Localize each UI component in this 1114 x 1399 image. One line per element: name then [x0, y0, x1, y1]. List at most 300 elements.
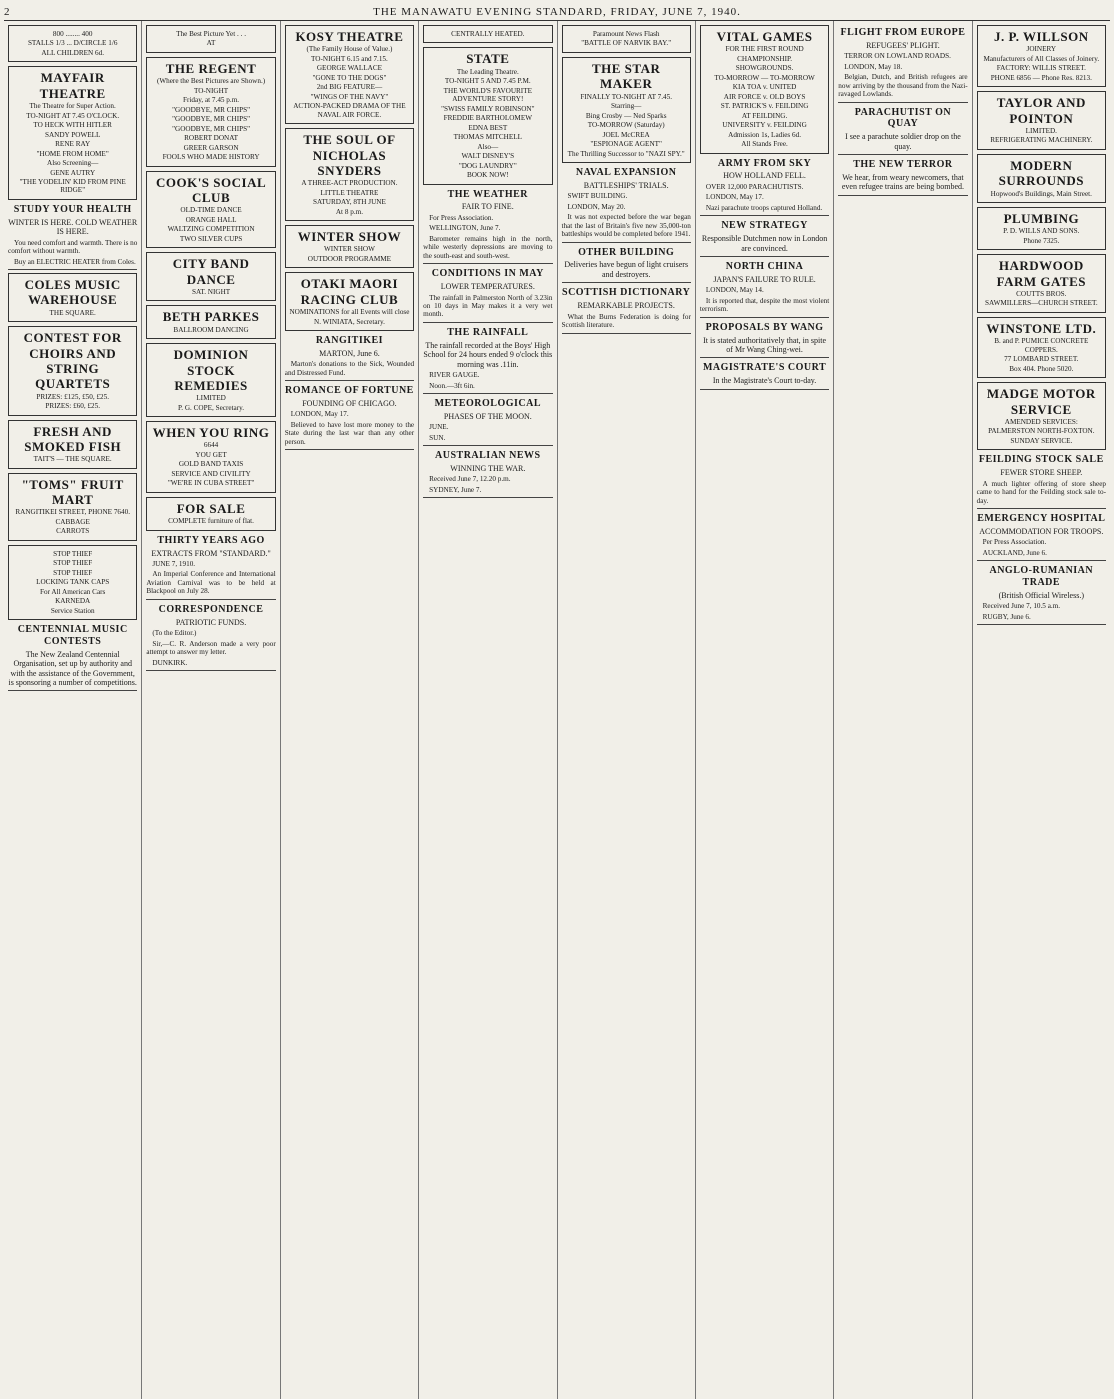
ad-line: ORANGE HALL: [185, 215, 237, 224]
story-subhead: JAPAN'S FAILURE TO RULE.: [713, 274, 816, 284]
ad-line: TO-MORROW (Saturday): [587, 121, 665, 130]
ad-line: SANDY POWELL: [44, 130, 101, 139]
divider: [838, 154, 967, 155]
column-7: [834, 21, 972, 1399]
divider: [423, 393, 552, 394]
story-subhead: WINNING THE WAR.: [450, 464, 526, 474]
ad-line: "SWISS FAMILY ROBINSON": [441, 104, 535, 113]
column-1: [4, 21, 142, 1399]
ad-line: Also Screening—: [47, 159, 99, 168]
advertisement: [146, 171, 275, 249]
ad-line: GREER GARSON: [183, 143, 239, 152]
news-story: [977, 454, 1106, 505]
advertisement: [8, 473, 137, 541]
story-subhead: FEWER STORE SHEEP.: [1000, 468, 1083, 478]
ad-line: "GOODBYE, MR CHIPS": [172, 105, 251, 114]
story-headline: THIRTY YEARS AGO: [157, 534, 265, 546]
divider: [700, 357, 829, 358]
story-paragraph: RIVER GAUGE.: [429, 371, 480, 380]
advertisement: [977, 317, 1106, 378]
story-paragraph: JUNE 7, 1910.: [152, 559, 196, 568]
ad-line: CENTRALLY HEATED.: [451, 30, 525, 38]
advertisement: [285, 128, 414, 221]
ad-line: 77 LOMBARD STREET.: [1004, 355, 1079, 364]
story-headline: ANGLO-RUMANIAN TRADE: [989, 565, 1094, 589]
ad-line: CARROTS: [56, 527, 90, 536]
advertisement: [285, 272, 414, 331]
divider: [285, 449, 414, 450]
ad-line: STOP THIEF: [53, 559, 93, 568]
ad-line: TO-MORROW — TO-MORROW: [714, 73, 815, 82]
page-number: 2: [4, 6, 11, 18]
ad-line: "DOG LAUNDRY": [458, 161, 517, 170]
ad-line: RENE RAY: [55, 140, 91, 149]
story-headline: AUSTRALIAN NEWS: [435, 450, 541, 462]
story-headline: THE NEW TERROR: [853, 159, 953, 171]
story-headline: ARMY FROM SKY: [717, 157, 812, 169]
story-paragraph: SWIFT BUILDING.: [567, 192, 628, 201]
divider: [562, 282, 691, 283]
ad-line: LITTLE THEATRE: [320, 188, 379, 197]
ad-line: The Leading Theatre.: [456, 67, 519, 76]
story-paragraph: Belgian, Dutch, and British refugees are now arriving by the thousand from the Nazi-ravaged Lowlands.: [838, 73, 968, 99]
ad-line: FACTORY: WILLIS STREET.: [996, 64, 1086, 73]
story-subhead: The rainfall recorded at the Boys' High School for 24 hours ended 9 o'clock this morning was .11in.: [423, 340, 553, 369]
ad-line: SERVICE AND CIVILITY: [171, 469, 251, 478]
story-paragraph: WELLINGTON, June 7.: [429, 224, 501, 233]
ad-line: FREDDIE BARTHOLOMEW: [443, 114, 533, 123]
story-subhead: HOW HOLLAND FELL.: [723, 171, 806, 181]
ad-line: THOMAS MITCHELL: [453, 133, 523, 142]
ad-line: ACTION-PACKED DRAMA OF THE NAVAL AIR FORCE.: [293, 102, 406, 119]
advertisement: [700, 25, 829, 154]
story-headline: METEOROLOGICAL: [434, 398, 542, 410]
story-subhead: REFUGEES' PLIGHT.: [866, 40, 940, 50]
ad-title: THE STAR MAKER: [591, 60, 661, 92]
column-6: [696, 21, 834, 1399]
ad-line: PALMERSTON NORTH-FOXTON.: [988, 427, 1095, 436]
ad-line: KARNEDA: [55, 597, 91, 606]
story-subhead: The New Zealand Centennial Organisation, set up by authority and with the assistance of the Government, is sponsoring a number of competitions.: [8, 649, 137, 688]
ad-line: NOMINATIONS for all Events will close: [289, 308, 410, 317]
divider: [562, 333, 691, 334]
ad-line: LIMITED: [196, 394, 226, 403]
ad-line: WINTER SHOW: [323, 245, 375, 254]
divider: [977, 508, 1106, 509]
advertisement: [285, 225, 414, 268]
advertisement: [146, 343, 275, 417]
advertisement: [146, 57, 275, 167]
ad-line: B. and P. PUMICE CONCRETE COPPERS.: [994, 337, 1089, 354]
column-4: [419, 21, 557, 1399]
story-paragraph: OVER 12,000 PARACHUTISTS.: [705, 182, 804, 191]
ad-line: The Thrilling Successor to "NAZI SPY.": [567, 149, 685, 158]
story-paragraph: What the Burns Federation is doing for Scottish literature.: [561, 312, 691, 330]
divider: [8, 269, 137, 270]
ad-line: 800 ........ 400: [52, 30, 93, 38]
news-story: [423, 450, 552, 494]
news-story: [562, 247, 691, 280]
advertisement: [146, 497, 275, 531]
ad-line: AT FEILDING.: [741, 111, 788, 120]
story-headline: NORTH CHINA: [725, 261, 804, 273]
news-story: [838, 107, 967, 151]
story-paragraph: An Imperial Conference and International Aviation Carnival was to be held at Blackpool on July 28.: [146, 570, 276, 596]
advertisement: [8, 66, 137, 200]
advertisement: [146, 252, 275, 301]
story-paragraph: Buy an ELECTRIC HEATER from Coles.: [14, 257, 136, 266]
story-headline: PROPOSALS BY WANG: [705, 321, 824, 333]
story-headline: FLIGHT FROM EUROPE: [840, 27, 966, 38]
story-paragraph: Barometer remains high in the north, while westerly depressions are moving to the south-east and south-west.: [423, 234, 553, 260]
ad-line: FOOLS WHO MADE HISTORY: [162, 153, 260, 162]
story-paragraph: For Press Association.: [429, 213, 494, 222]
ad-line: YOU GET: [195, 450, 227, 459]
divider: [423, 445, 552, 446]
advertisement: [562, 57, 691, 163]
ad-line: Phone 7325.: [1023, 236, 1060, 245]
ad-title: COLES MUSIC WAREHOUSE: [24, 277, 121, 308]
ad-line: TAIT'S — THE SQUARE.: [33, 455, 112, 464]
ad-title: KOSY THEATRE: [295, 29, 404, 44]
ad-line: "ESPIONAGE AGENT": [590, 140, 662, 149]
news-story: [700, 362, 829, 385]
story-subhead: WINTER IS HERE. COLD WEATHER IS HERE.: [8, 217, 138, 237]
story-paragraph: (To the Editor.): [152, 629, 197, 638]
story-headline: THE RAINFALL: [447, 326, 529, 338]
ad-line: PRIZES: £60, £25.: [45, 402, 101, 411]
news-story: [977, 513, 1106, 557]
ad-line: JOEL McCREA: [602, 130, 650, 139]
story-headline: MAGISTRATE'S COURT: [702, 362, 827, 374]
ad-title: FRESH AND SMOKED FISH: [24, 423, 122, 454]
advertisement: [8, 273, 137, 322]
story-paragraph: Sir,—C. R. Anderson made a very poor attempt to answer my letter.: [146, 639, 276, 657]
ad-title: FOR SALE: [176, 500, 246, 516]
ad-line: For All American Cars: [40, 587, 106, 596]
ad-title: TAYLOR AND POINTON: [996, 95, 1086, 126]
ad-title: THE REGENT: [165, 60, 257, 76]
news-story: [562, 167, 691, 239]
advertisement: [8, 25, 137, 62]
ad-line: SUNDAY SERVICE.: [1010, 436, 1073, 445]
story-paragraph: Nazi parachute troops captured Holland.: [705, 203, 823, 212]
ad-title: WHEN YOU RING: [152, 425, 270, 441]
ad-line: TO HECK WITH HITLER: [33, 121, 112, 130]
divider: [700, 317, 829, 318]
story-subhead: FAIR TO FINE.: [461, 202, 514, 212]
story-subhead: EXTRACTS FROM "STANDARD.": [151, 548, 271, 558]
ad-line: 2nd BIG FEATURE—: [316, 83, 383, 92]
ad-title: DOMINION STOCK REMEDIES: [173, 347, 249, 393]
ad-line: JOINERY: [1026, 45, 1057, 54]
ad-line: Box 404. Phone 5020.: [1009, 364, 1074, 373]
story-paragraph: AUCKLAND, June 6.: [982, 548, 1047, 557]
story-paragraph: Per Press Association.: [982, 538, 1047, 547]
divider: [423, 263, 552, 264]
story-subhead: PHASES OF THE MOON.: [443, 411, 532, 421]
advertisement: [977, 91, 1106, 150]
ad-line: UNIVERSITY v. FEILDING: [722, 121, 807, 130]
story-paragraph: DUNKIRK.: [152, 658, 188, 667]
ad-line: GOLD BAND TAXIS: [178, 460, 244, 469]
advertisement: [977, 254, 1106, 313]
story-paragraph: RUGBY, June 6.: [982, 612, 1031, 621]
ad-line: P. G. COPE, Secretary.: [178, 403, 245, 412]
divider: [977, 560, 1106, 561]
story-subhead: FOUNDING OF CHICAGO.: [302, 399, 397, 409]
advertisement: [977, 25, 1106, 87]
news-story: [700, 220, 829, 253]
ad-line: "WE'RE IN CUBA STREET": [167, 479, 255, 488]
ad-line: Admission 1s, Ladies 6d.: [728, 130, 801, 139]
ad-line: 6644: [203, 441, 219, 450]
ad-line: SAWMILLERS—CHURCH STREET.: [984, 299, 1098, 308]
ad-line: AIR FORCE v. OLD BOYS: [723, 92, 806, 101]
story-paragraph: LONDON, May 18.: [844, 62, 903, 71]
story-subhead: In the Magistrate's Court to-day.: [712, 376, 817, 386]
ad-line: CHAMPIONSHIP.: [737, 54, 793, 63]
ad-line: "HOME FROM HOME": [36, 149, 109, 158]
column-8: [973, 21, 1110, 1399]
story-subhead: MARTON, June 6.: [319, 348, 380, 358]
advertisement: [977, 382, 1106, 450]
news-story: [423, 398, 552, 442]
ad-line: SHOWGROUNDS.: [735, 64, 794, 73]
story-subhead: ACCOMMODATION FOR TROOPS.: [979, 526, 1104, 536]
story-headline: PARACHUTIST ON QUAY: [854, 106, 952, 130]
story-paragraph: Believed to have lost more money to the State during the last war than any other person.: [284, 420, 415, 446]
story-headline: SCOTTISH DICTIONARY: [562, 287, 691, 299]
advertisement: [423, 25, 552, 43]
news-story: [146, 535, 275, 596]
ad-line: At 8 p.m.: [335, 207, 364, 216]
ad-line: THE SQUARE.: [49, 308, 96, 317]
story-subhead: (British Official Wireless.): [998, 590, 1084, 600]
ad-line: FINALLY TO-NIGHT AT 7.45.: [580, 92, 673, 101]
masthead: [4, 4, 1110, 21]
divider: [423, 497, 552, 498]
ad-line: BOOK NOW!: [466, 171, 509, 180]
story-paragraph: You need comfort and warmth. There is no comfort without warmth.: [8, 238, 138, 256]
ad-line: "GOODBYE, MR CHIPS": [172, 124, 251, 133]
ad-title: MODERN SURROUNDS: [998, 157, 1085, 189]
news-story: [700, 322, 829, 355]
ad-line: Hopwood's Buildings, Main Street.: [990, 189, 1092, 198]
news-story: [285, 385, 414, 446]
divider: [700, 215, 829, 216]
news-story: [146, 604, 275, 667]
divider: [562, 242, 691, 243]
column-2: [142, 21, 280, 1399]
news-story: [977, 565, 1106, 621]
ad-line: REFRIGERATING MACHINERY.: [990, 136, 1093, 145]
ad-line: PRIZES: £125, £50, £25.: [36, 392, 110, 401]
ad-line: WALTZING COMPETITION: [167, 225, 255, 234]
story-headline: CORRESPONDENCE: [158, 603, 264, 615]
story-subhead: PATRIOTIC FUNDS.: [175, 617, 247, 627]
ad-title: COOK'S SOCIAL CLUB: [155, 174, 267, 205]
ad-line: The Theatre for Super Action.: [29, 102, 116, 111]
ad-title: CONTEST FOR CHOIRS AND STRING QUARTETS: [23, 330, 122, 392]
ad-line: TO-NIGHT AT 7.45 O'CLOCK.: [26, 111, 120, 120]
ad-line: All Stands Free.: [741, 140, 788, 149]
ad-title: BETH PARKES: [162, 309, 260, 325]
ad-line: PHONE 6856 — Phone Res. 8213.: [990, 73, 1092, 82]
story-subhead: BATTLESHIPS' TRIALS.: [583, 180, 669, 190]
story-subhead: LOWER TEMPERATURES.: [440, 282, 535, 292]
divider: [423, 322, 552, 323]
ad-title: CITY BAND DANCE: [172, 256, 250, 287]
ad-line: STALLS 1/3 ... D/CIRCLE 1/6: [27, 39, 118, 48]
divider: [146, 599, 275, 600]
story-paragraph: TERROR ON LOWLAND ROADS.: [844, 52, 951, 61]
story-subhead: It is stated authoritatively that, in spite of Mr Wang Ching-wei.: [703, 335, 826, 354]
story-headline: EMERGENCY HOSPITAL: [977, 513, 1106, 525]
story-headline: FEILDING STOCK SALE: [978, 454, 1104, 466]
ad-line: ROBERT DONAT: [184, 134, 239, 143]
advertisement: [146, 25, 275, 53]
story-headline: NEW STRATEGY: [721, 220, 808, 232]
story-paragraph: Received June 7, 12.20 p.m.: [429, 475, 511, 484]
ad-line: The Best Picture Yet . . .: [176, 30, 246, 38]
news-story: [562, 287, 691, 329]
advertisement: [8, 326, 137, 415]
divider: [146, 670, 275, 671]
story-paragraph: Noon.—3ft 6in.: [429, 381, 475, 390]
ad-line: (The Family House of Value.): [306, 45, 393, 54]
divider: [8, 690, 137, 691]
advertisement: [977, 207, 1106, 250]
news-story: [838, 159, 967, 192]
column-5: [558, 21, 696, 1399]
ad-line: (Where the Best Pictures are Shown.): [156, 77, 266, 86]
ad-title: MADGE MOTOR SERVICE: [986, 386, 1096, 417]
ad-line: THE WORLD'S FAVOURITE ADVENTURE STORY!: [443, 86, 532, 104]
ad-line: COMPLETE furniture of flat.: [168, 517, 254, 526]
ad-line: CABBAGE: [55, 517, 90, 526]
divider: [700, 256, 829, 257]
advertisement: [8, 545, 137, 620]
ad-line: GENE AUTRY: [50, 168, 96, 177]
news-story: [700, 158, 829, 213]
ad-line: ALL CHILDREN 6d.: [41, 48, 104, 57]
advertisement: [146, 305, 275, 339]
columns: [4, 21, 1110, 1399]
ad-line: OUTDOOR PROGRAMME: [307, 254, 392, 263]
ad-title: THE SOUL OF NICHOLAS SNYDERS: [303, 132, 396, 178]
ad-line: "WINGS OF THE NAVY": [310, 92, 389, 101]
ad-title: OTAKI MAORI RACING CLUB: [300, 276, 399, 307]
ad-title: STATE: [466, 51, 510, 67]
ad-line: KIA TOA v. UNITED: [732, 83, 797, 92]
story-paragraph: SUN.: [429, 433, 446, 442]
story-subhead: REMARKABLE PROJECTS.: [577, 301, 675, 311]
advertisement: [8, 420, 137, 469]
ad-line: STOP THIEF: [53, 549, 93, 558]
story-paragraph: JUNE.: [429, 423, 449, 432]
news-story: [423, 327, 552, 390]
story-paragraph: Received June 7, 10.5 a.m.: [982, 602, 1061, 611]
story-paragraph: It was not expected before the war began that the last of Britain's five new 35,000-ton battleships would be completed before 1941.: [561, 213, 691, 239]
divider: [838, 102, 967, 103]
ad-title: J. P. WILLSON: [993, 29, 1089, 44]
ad-line: LOCKING TANK CAPS: [36, 578, 110, 587]
news-story: [700, 261, 829, 314]
story-headline: ROMANCE OF FORTUNE: [285, 385, 414, 397]
ad-line: STOP THIEF: [53, 568, 93, 577]
ad-line: Starring—: [611, 102, 642, 111]
news-story: [423, 189, 552, 261]
advertisement: [146, 421, 275, 493]
story-paragraph: It is reported that, despite the most violent terrorism.: [699, 296, 830, 314]
story-subhead: Responsible Dutchmen now in London are convinced.: [701, 234, 828, 253]
ad-line: COUTTS BROS.: [1016, 289, 1067, 298]
ad-line: WALT DISNEY'S: [461, 152, 515, 161]
divider: [838, 195, 967, 196]
ad-line: Manufacturers of All Classes of Joinery.: [983, 54, 1100, 63]
advertisement: [423, 47, 552, 184]
ad-line: AT: [206, 39, 216, 48]
news-story: [285, 335, 414, 377]
story-paragraph: LONDON, May 17.: [705, 193, 764, 202]
ad-line: Service Station: [50, 606, 95, 615]
masthead-title: THE MANAWATU EVENING STANDARD, FRIDAY, JUNE 7, 1940.: [373, 6, 741, 18]
news-story: [423, 268, 552, 319]
ad-line: N. WINIATA, Secretary.: [314, 317, 385, 326]
ad-line: ST. PATRICK'S v. FEILDING: [720, 102, 809, 111]
news-story: [8, 624, 137, 687]
story-paragraph: A much lighter offering of store sheep came to hand for the Feilding stock sale to-day.: [976, 479, 1106, 505]
ad-line: RANGITIKEI STREET, PHONE 7640.: [15, 508, 131, 517]
ad-line: Friday, at 7.45 p.m.: [183, 96, 240, 105]
story-headline: NAVAL EXPANSION: [575, 167, 677, 179]
ad-line: "BATTLE OF NARVIK BAY.": [581, 39, 672, 48]
ad-line: SATURDAY, 8TH JUNE: [312, 198, 386, 207]
advertisement: [285, 25, 414, 124]
ad-line: AMENDED SERVICES:: [1004, 417, 1078, 426]
ad-title: WINSTONE LTD.: [986, 320, 1097, 336]
divider: [285, 380, 414, 381]
news-story: [8, 204, 137, 266]
ad-line: P. D. WILLS AND SONS.: [1003, 227, 1080, 236]
story-paragraph: SYDNEY, June 7.: [429, 485, 482, 494]
story-paragraph: LONDON, May 14.: [705, 286, 764, 295]
story-subhead: Deliveries have begun of light cruisers and destroyers.: [564, 260, 689, 279]
story-paragraph: The rainfall in Palmerston North of 3.23in on 10 days in May makes it a very wet month.: [423, 293, 553, 319]
ad-title: VITAL GAMES: [716, 29, 813, 44]
divider: [700, 389, 829, 390]
news-story: [838, 27, 967, 99]
story-paragraph: LONDON, May 17.: [290, 410, 349, 419]
story-subhead: I see a parachute soldier drop on the quay.: [845, 132, 961, 151]
ad-line: TO-NIGHT 6.15 and 7.15.: [311, 54, 388, 63]
ad-line: TWO SILVER CUPS: [179, 234, 243, 243]
ad-line: SAT. NIGHT: [191, 287, 231, 296]
ad-line: FOR THE FIRST ROUND: [725, 45, 804, 54]
story-headline: RANGITIKEI: [315, 335, 384, 347]
story-headline: THE WEATHER: [447, 188, 529, 200]
ad-line: GEORGE WALLACE: [316, 64, 383, 73]
ad-title: "TOMS" FRUIT MART: [21, 476, 124, 507]
ad-line: "THE YODELIN' KID FROM PINE RIDGE": [19, 177, 126, 195]
advertisement: [562, 25, 691, 53]
ad-line: BALLROOM DANCING: [173, 325, 249, 334]
ad-line: "GOODBYE, MR CHIPS": [172, 115, 251, 124]
ad-line: A THREE-ACT PRODUCTION.: [301, 179, 398, 188]
story-headline: CONDITIONS IN MAY: [431, 268, 544, 280]
ad-line: EDNA BEST: [468, 123, 508, 132]
